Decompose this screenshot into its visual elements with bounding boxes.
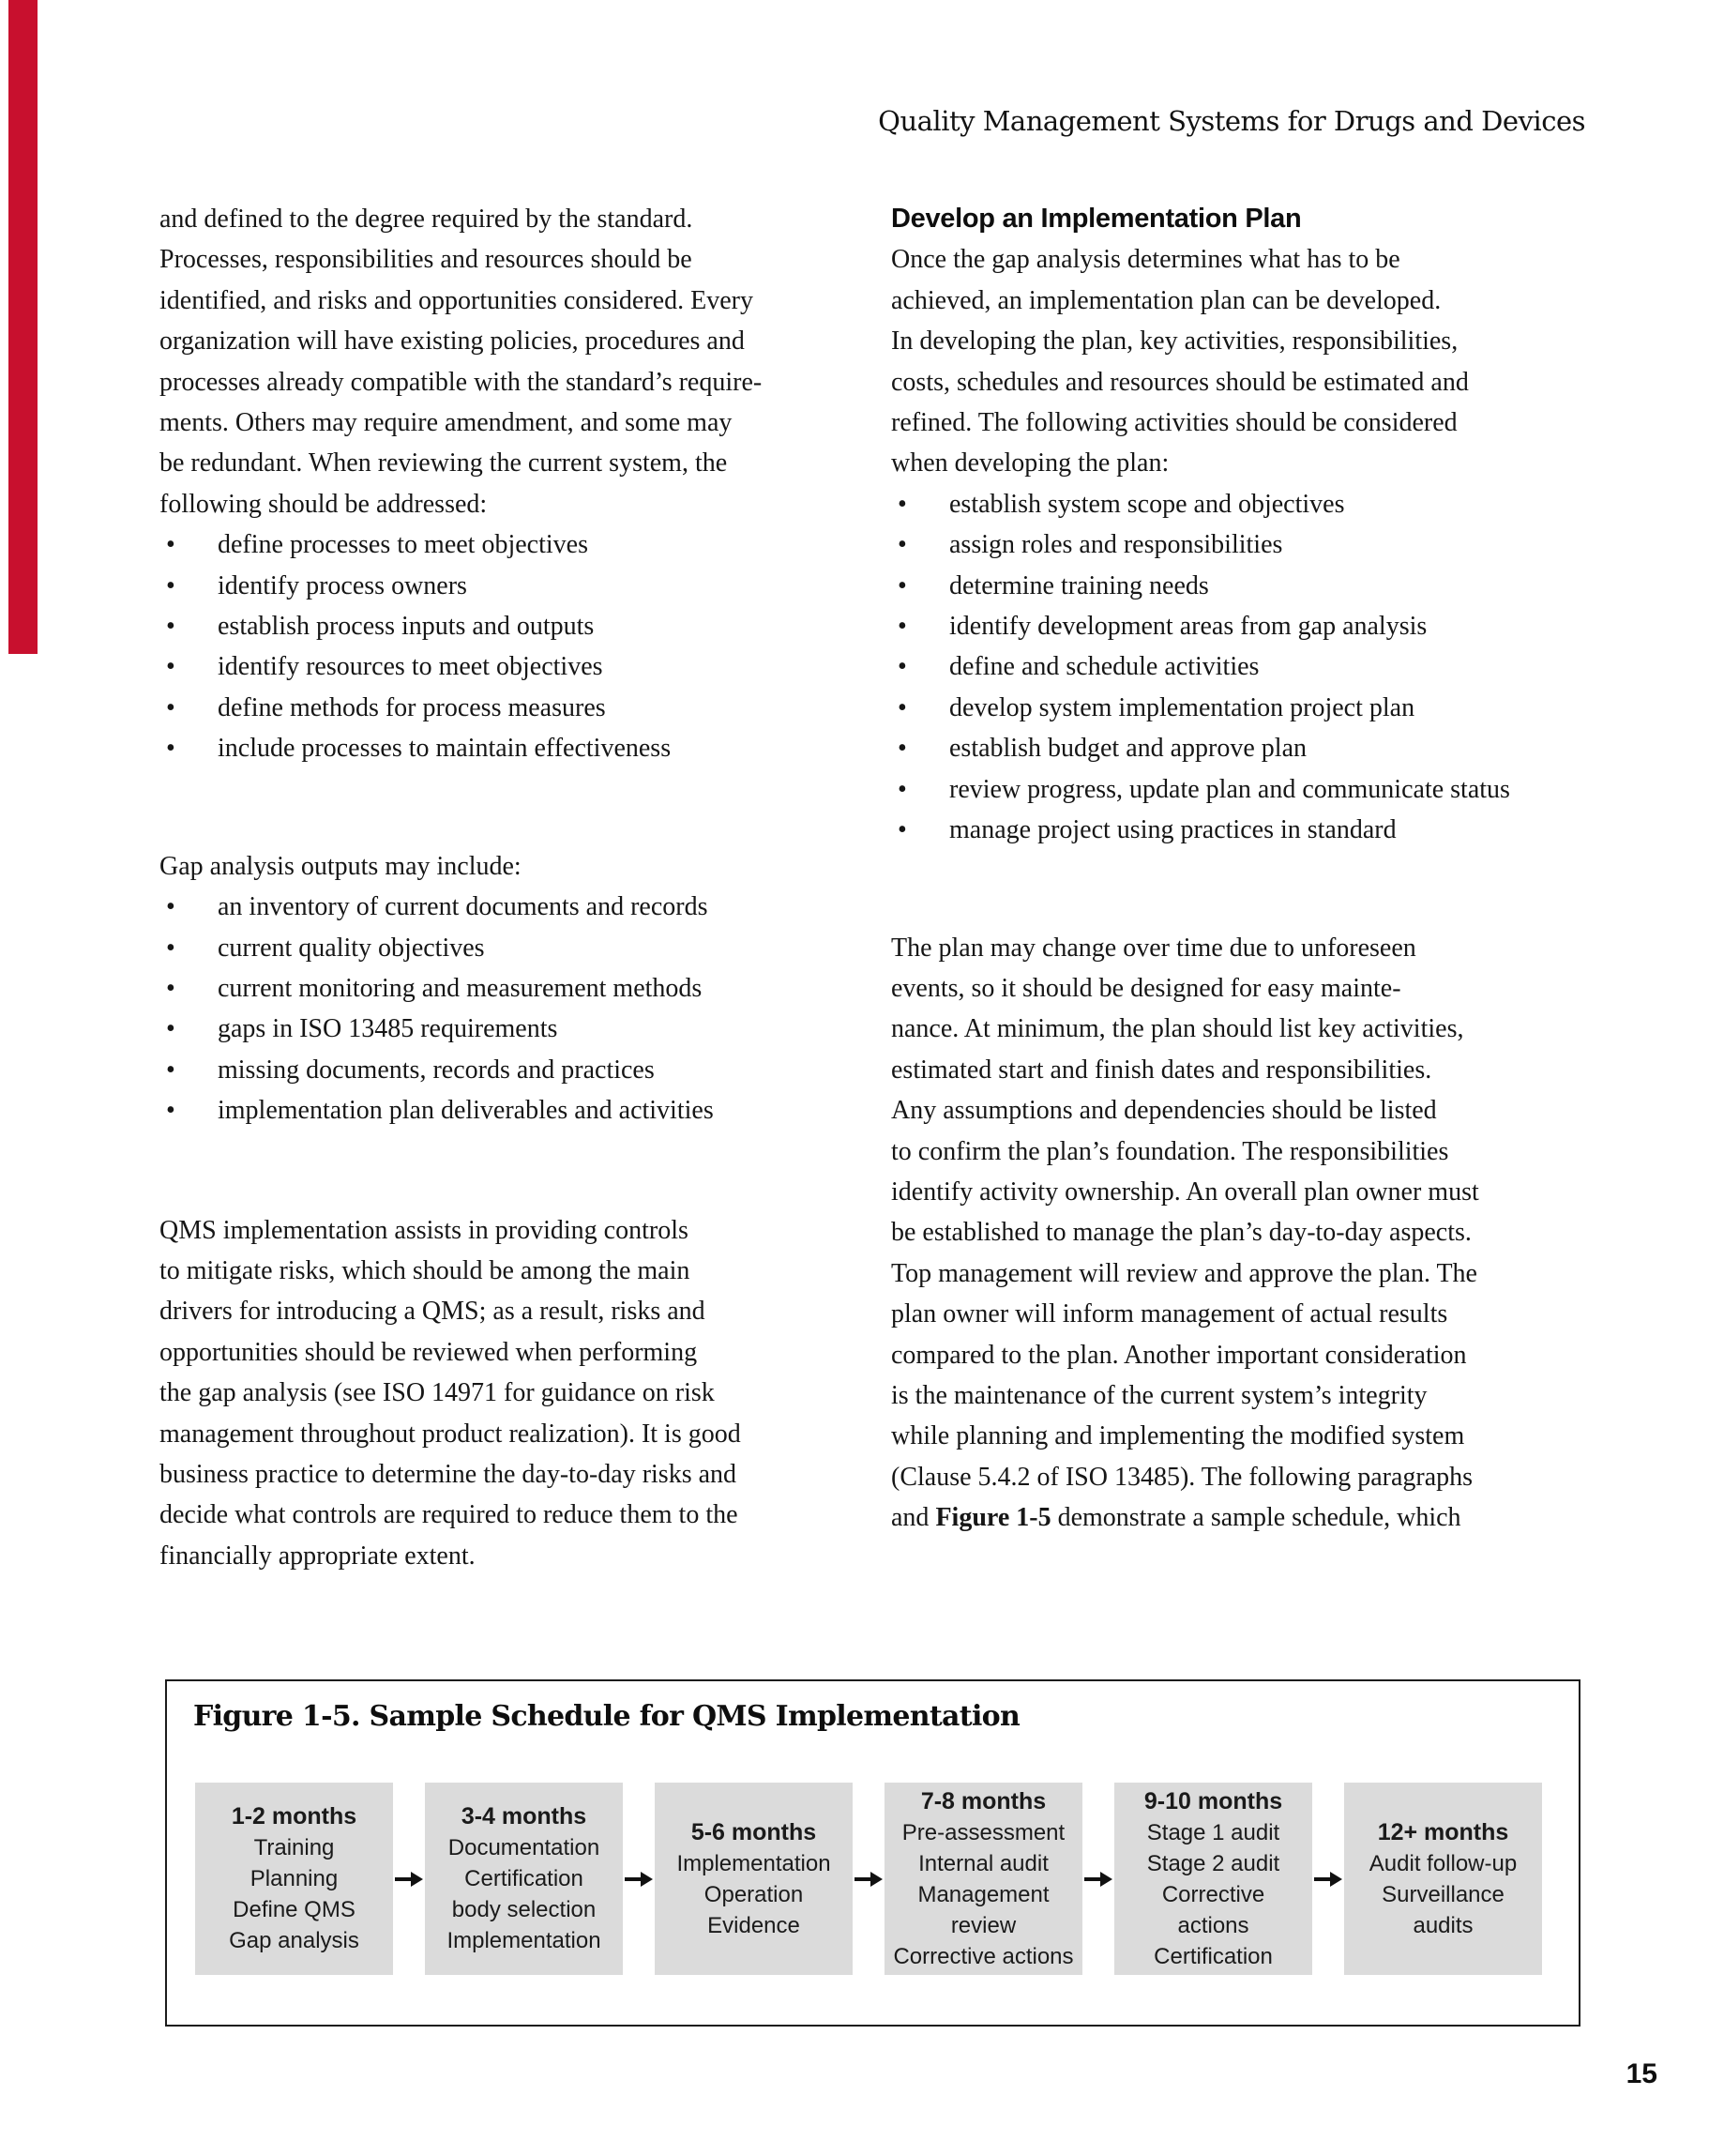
body-line: while planning and implementing the modified system bbox=[891, 1421, 1465, 1451]
body-line: following should be addressed: bbox=[159, 489, 488, 519]
bullet-item: • current monitoring and measurement methods bbox=[159, 968, 842, 1009]
right-column bbox=[891, 199, 1585, 1539]
paragraph bbox=[159, 199, 842, 524]
body-line: be established to manage the plan’s day-to-day aspects. bbox=[891, 1218, 1472, 1248]
schedule-phase-6 bbox=[1344, 1783, 1542, 1975]
bullet-item: • gaps in ISO 13485 requirements bbox=[159, 1009, 842, 1049]
arrow-cell bbox=[1082, 1783, 1114, 1975]
running-head: Quality Management Systems for Drugs and Devices bbox=[878, 105, 1585, 137]
phase-months: 3-4 months bbox=[461, 1803, 587, 1830]
schedule-phase-5 bbox=[1114, 1783, 1312, 1975]
body-line: business practice to determine the day-to-day risks and bbox=[159, 1459, 737, 1489]
body-line: decide what controls are required to reduce them to the bbox=[159, 1500, 738, 1530]
body-line bbox=[891, 1497, 1585, 1538]
body-line: refined. The following activities should be considered bbox=[891, 408, 1458, 438]
phase-line: Operation bbox=[703, 1881, 804, 1907]
bullet-item: • missing documents, records and practices bbox=[159, 1050, 842, 1090]
body-line: Processes, responsibilities and resources should be bbox=[159, 245, 692, 275]
phase-line: Stage 1 audit bbox=[1146, 1819, 1280, 1845]
bullet-list bbox=[891, 484, 1585, 851]
phase-line: Implementation bbox=[676, 1850, 831, 1876]
phase-line: actions bbox=[1177, 1912, 1249, 1938]
body-line: nance. At minimum, the plan should list key activities, bbox=[891, 1014, 1464, 1044]
arrow-cell bbox=[1312, 1783, 1344, 1975]
paragraph bbox=[891, 239, 1585, 483]
phase-line: Documentation bbox=[447, 1835, 600, 1860]
bullet-item: • an inventory of current documents and records bbox=[159, 887, 842, 927]
bullet-item: • define and schedule activities bbox=[891, 646, 1585, 687]
phase-line: Internal audit bbox=[918, 1850, 1049, 1876]
body-line: and defined to the degree required by the standard. bbox=[159, 205, 693, 234]
schedule-phase-1 bbox=[195, 1783, 393, 1975]
body-line: events, so it should be designed for easy mainte- bbox=[891, 973, 1401, 1003]
body-line: The plan may change over time due to unforeseen bbox=[891, 933, 1416, 963]
phase-months: 1-2 months bbox=[231, 1803, 357, 1830]
figure-box bbox=[165, 1679, 1580, 2027]
left-column bbox=[159, 199, 842, 1576]
body-line: management throughout product realization). It is good bbox=[159, 1419, 741, 1449]
body-line: financially appropriate extent. bbox=[159, 1541, 476, 1571]
phase-line: Implementation bbox=[446, 1928, 601, 1953]
bullet-item: • establish budget and approve plan bbox=[891, 728, 1585, 768]
phase-line: Audit follow-up bbox=[1369, 1850, 1518, 1876]
bullet-item: • identify resources to meet objectives bbox=[159, 646, 842, 687]
schedule-phase-2 bbox=[425, 1783, 623, 1975]
bullet-item: • current quality objectives bbox=[159, 928, 842, 968]
arrow-right-icon bbox=[854, 1872, 883, 1887]
bullet-item: • include processes to maintain effectiveness bbox=[159, 728, 842, 768]
body-line: be redundant. When reviewing the current system, the bbox=[159, 448, 728, 478]
bullet-item: • implementation plan deliverables and activities bbox=[159, 1090, 842, 1131]
phase-line: Management bbox=[917, 1881, 1050, 1907]
body-text: and bbox=[891, 1503, 936, 1533]
body-line: is the maintenance of the current system’s integrity bbox=[891, 1380, 1428, 1410]
figure-reference: Figure 1-5 bbox=[935, 1503, 1051, 1533]
bullet-item: • define methods for process measures bbox=[159, 688, 842, 728]
bullet-item: • identify process owners bbox=[159, 566, 842, 606]
phase-months: 5-6 months bbox=[690, 1818, 817, 1845]
bullet-item: • define processes to meet objectives bbox=[159, 524, 842, 565]
body-line: achieved, an implementation plan can be developed. bbox=[891, 285, 1442, 315]
schedule-diagram bbox=[195, 1783, 1542, 1975]
phase-months: 9-10 months bbox=[1143, 1787, 1283, 1814]
bullet-item: • determine training needs bbox=[891, 566, 1585, 606]
phase-line: Certification bbox=[1154, 1943, 1273, 1969]
body-line: (Clause 5.4.2 of ISO 13485). The following paragraphs bbox=[891, 1462, 1474, 1492]
phase-line: Corrective actions bbox=[893, 1943, 1074, 1969]
schedule-phase-4 bbox=[885, 1783, 1082, 1975]
body-line: Any assumptions and dependencies should be listed bbox=[891, 1096, 1437, 1126]
arrow-right-icon bbox=[395, 1872, 423, 1887]
body-line: identified, and risks and opportunities considered. Every bbox=[159, 285, 753, 315]
phase-line: Corrective bbox=[1161, 1881, 1265, 1907]
body-line: identify activity ownership. An overall plan owner must bbox=[891, 1177, 1479, 1207]
phase-months: 7-8 months bbox=[920, 1787, 1047, 1814]
body-line: costs, schedules and resources should be estimated and bbox=[891, 367, 1469, 397]
page-number: 15 bbox=[1626, 2058, 1657, 2089]
arrow-right-icon bbox=[625, 1872, 653, 1887]
phase-months: 12+ months bbox=[1377, 1818, 1509, 1845]
phase-line: audits bbox=[1413, 1912, 1474, 1938]
body-line: the gap analysis (see ISO 14971 for guidance on risk bbox=[159, 1378, 715, 1408]
phase-line: Define QMS bbox=[233, 1897, 355, 1922]
body-line: ments. Others may require amendment, and some may bbox=[159, 408, 733, 438]
figure-title: Figure 1-5. Sample Schedule for QMS Implementation bbox=[193, 1700, 1021, 1733]
body-line: when developing the plan: bbox=[891, 448, 1170, 478]
body-line: drivers for introducing a QMS; as a result, risks and bbox=[159, 1297, 705, 1327]
arrow-right-icon bbox=[1314, 1872, 1342, 1887]
body-line: estimated start and finish dates and responsibilities. bbox=[891, 1055, 1432, 1085]
body-line: to confirm the plan’s foundation. The responsibilities bbox=[891, 1136, 1449, 1166]
phase-line: Gap analysis bbox=[229, 1928, 359, 1953]
phase-line: Surveillance bbox=[1382, 1881, 1505, 1907]
phase-line: Planning bbox=[250, 1866, 339, 1891]
phase-line: Certification bbox=[464, 1866, 583, 1891]
body-line: organization will have existing policies, procedures and bbox=[159, 326, 745, 357]
phase-line: Stage 2 audit bbox=[1146, 1850, 1280, 1876]
body-line: Once the gap analysis determines what has to be bbox=[891, 245, 1400, 275]
body-line: opportunities should be reviewed when performing bbox=[159, 1337, 698, 1367]
body-line: to mitigate risks, which should be among the main bbox=[159, 1255, 690, 1285]
bullet-list bbox=[159, 887, 842, 1131]
arrow-cell bbox=[393, 1783, 425, 1975]
paragraph bbox=[891, 928, 1585, 1539]
paragraph bbox=[159, 1210, 842, 1577]
schedule-phase-3 bbox=[655, 1783, 853, 1975]
bullet-list bbox=[159, 524, 842, 768]
body-line: QMS implementation assists in providing controls bbox=[159, 1215, 688, 1245]
body-line: Gap analysis outputs may include: bbox=[159, 851, 522, 881]
chapter-edge-bar bbox=[8, 0, 38, 654]
arrow-cell bbox=[853, 1783, 885, 1975]
phase-line: Training bbox=[253, 1835, 335, 1860]
body-line: Top management will review and approve the plan. The bbox=[891, 1258, 1477, 1288]
bullet-item: • manage project using practices in standard bbox=[891, 810, 1585, 850]
paragraph bbox=[159, 846, 842, 887]
bullet-item: • develop system implementation project plan bbox=[891, 688, 1585, 728]
bullet-item: • review progress, update plan and communicate status bbox=[891, 769, 1585, 810]
arrow-cell bbox=[623, 1783, 655, 1975]
body-line: processes already compatible with the standard’s require- bbox=[159, 367, 763, 397]
bullet-item: • establish process inputs and outputs bbox=[159, 606, 842, 646]
section-heading: Develop an Implementation Plan bbox=[891, 204, 1302, 234]
phase-line: body selection bbox=[451, 1897, 597, 1922]
body-line: In developing the plan, key activities, responsibilities, bbox=[891, 326, 1459, 357]
phase-line: review bbox=[950, 1912, 1017, 1938]
bullet-item: • identify development areas from gap analysis bbox=[891, 606, 1585, 646]
phase-line: Pre-assessment bbox=[901, 1819, 1066, 1845]
bullet-item: • assign roles and responsibilities bbox=[891, 524, 1585, 565]
phase-line: Evidence bbox=[707, 1912, 800, 1938]
arrow-right-icon bbox=[1084, 1872, 1112, 1887]
body-line: plan owner will inform management of actual results bbox=[891, 1299, 1448, 1329]
bullet-item: • establish system scope and objectives bbox=[891, 484, 1585, 524]
body-line: compared to the plan. Another important consideration bbox=[891, 1340, 1467, 1370]
body-text: demonstrate a sample schedule, which bbox=[1051, 1503, 1461, 1533]
